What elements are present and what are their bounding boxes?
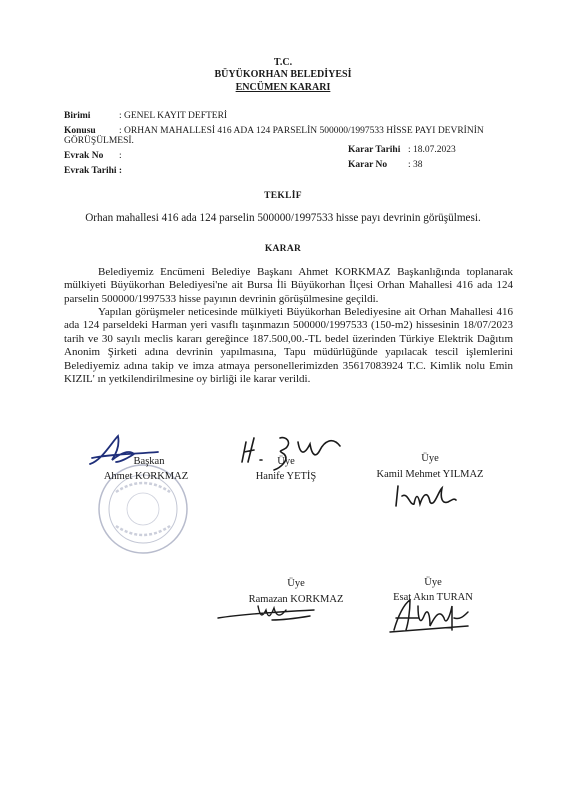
karar-tarihi-label: Karar Tarihi <box>348 145 401 155</box>
evrak-tarihi-label: Evrak Tarihi : <box>64 166 123 176</box>
uye3-title: Üye <box>287 578 305 589</box>
karar-paragraph-1: Belediyemiz Encümeni Belediye Başkanı Ahmet KORKMAZ Başkanlığında toplanarak mülkiyeti Büyükorhan Belediyesi'ne ait Bursa İli Büyükorhan İlçesi Orhan Mahallesi 416 ada 124 parselin 500000/1997533 hisse payının devrinin görüşülmesine geçildi. <box>64 266 513 305</box>
header-doc-type <box>0 82 566 93</box>
karar-paragraph-2: Yapılan görüşmeler neticesinde mülkiyeti Büyükorhan Belediyesine ait Orhan Mahallesi 416 ada 124 parseldeki Harman yeri vasıflı taşınmazın 500000/1997533 (150-m2) hissesinin 18/07/2023 tarih ve 30 sayılı meclis kararı gereğince 187.500,00.-TL bedel üzerinden Türkiye Elektrik Dağıtım Anonim Şirketi adına devrinin yapılmasına, Tapu müdürlüğünde yapılacak tescil işlemlerini Belediyemiz adına takip ve imza atmaya personellerimizden 35617083924 T.C. Kimlik nolu Emin KIZIL' ın yetkilendirilmesine oy birliği ile karar verildi. <box>64 306 513 386</box>
uye4-title: Üye <box>424 577 442 588</box>
uye4-signature <box>384 596 474 636</box>
uye1-name: Hanife YETİŞ <box>255 471 317 482</box>
baskan-title: Başkan <box>133 456 165 467</box>
karar-tarihi-value: : 18.07.2023 <box>408 145 456 155</box>
birimi-value: : GENEL KAYIT DEFTERİ <box>119 111 228 121</box>
evrak-no-label: Evrak No <box>64 151 104 161</box>
uye4-name: Esat Akın TURAN <box>393 592 473 603</box>
karar-no-value: : 38 <box>408 160 423 170</box>
uye1-title: Üye <box>277 456 295 467</box>
uye2-name: Kamil Mehmet YILMAZ <box>376 469 484 480</box>
karar-no-label: Karar No <box>348 160 388 170</box>
uye2-signature <box>392 482 462 510</box>
baskan-name: Ahmet KORKMAZ <box>103 471 189 482</box>
teklif-text: Orhan mahallesi 416 ada 124 parselin 500000/1997533 hisse payı devrinin görüşülmesi. <box>85 212 481 224</box>
header-tc: T.C. <box>273 57 293 68</box>
uye3-name: Ramazan KORKMAZ <box>248 594 344 605</box>
konusu-value-line2: GÖRÜŞÜLMESİ. <box>64 136 134 146</box>
teklif-title: TEKLİF <box>264 191 302 201</box>
uye2-title: Üye <box>421 453 439 464</box>
header-municipality: BÜYÜKORHAN BELEDİYESİ <box>214 69 352 80</box>
uye3-signature <box>214 600 324 624</box>
karar-title: KARAR <box>264 244 302 254</box>
konusu-label: Konusu <box>64 126 96 136</box>
birimi-label: Birimi <box>64 111 91 121</box>
konusu-value-line1: : ORHAN MAHALLESİ 416 ADA 124 PARSELİN 500000/1997533 HİSSE PAYI DEVRİNİN <box>119 126 484 136</box>
doc-type-text: ENCÜMEN KARARI <box>235 82 331 93</box>
evrak-no-value: : <box>119 151 122 161</box>
